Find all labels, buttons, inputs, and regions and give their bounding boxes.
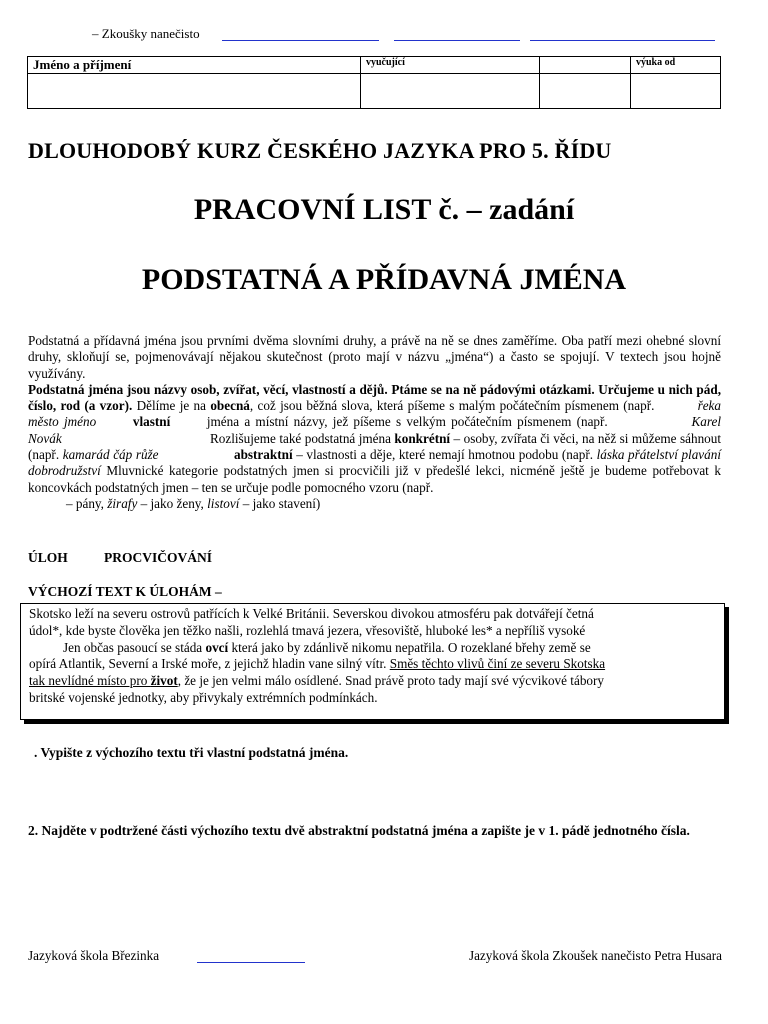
term-concrete: konkrétní [394, 430, 451, 446]
text-span: , že je jen velmi málo osídlené. Snad právě proto tady mají své výcvikové tábory [177, 673, 604, 689]
worksheet-title: PRACOVNÍ LIST č. – zadání [193, 193, 575, 226]
source-text-box [20, 603, 725, 720]
text-span: , což jsou běžná slova, která píšeme s malým počátečním písmenem (např. [249, 398, 655, 414]
example-common: řeka město jméno [28, 398, 721, 430]
source-line [29, 673, 716, 690]
blank-label-cell [540, 57, 631, 74]
text-span: jména a místní názvy, jež píšeme s velkým počátečním písmenem (např. [206, 414, 608, 430]
source-line: Skotsko leží na severu ostrovů patřících k Velké Británii. Severskou divokou atmosféru pak dotvářejí četná [29, 606, 594, 621]
example-abstract: láska přátelství plavání dobrodružství [28, 447, 721, 479]
source-line [29, 656, 716, 673]
example-concrete: kamarád čáp růže [62, 447, 159, 463]
blank-field[interactable] [540, 74, 631, 109]
term-proper: vlastní [132, 414, 171, 430]
text-span: opírá Atlantik, Severní a Irské moře, z jejichž hladin vane silný vítr. [29, 656, 390, 672]
header-link-line-2[interactable] [394, 40, 520, 41]
footer-link-line[interactable] [197, 962, 305, 963]
example-foliage: listoví [207, 495, 240, 511]
course-title: DLOUHODOBÝ KURZ ČESKÉHO JAZYKA PRO 5. ŘÍDU [28, 138, 612, 163]
intro-text [28, 333, 721, 512]
name-field[interactable] [28, 74, 361, 109]
example-giraffes: žirafy [107, 495, 138, 511]
lesson-from-label: výuka od [631, 57, 721, 74]
name-label: Jméno a příjmení [28, 57, 361, 74]
source-line [29, 640, 716, 657]
text-span: – jako ženy, [140, 495, 204, 511]
text-span: Mluvnické kategorie podstatných jmen si procvičili jiz̆ v předešlé lekci, nicméně ještě je budeme potřebovat k koncovkách podstatných jmen – ten se určuje podle pomocného vzoru (např. [28, 463, 721, 495]
footer-right: Jazyková škola Zkoušek nanečisto Petra Husara [468, 948, 722, 963]
header-topline: – Zkoušky nanečisto [92, 26, 200, 41]
example-proper: Karel Novák [28, 414, 722, 446]
underlined-text: Směs těchto vlivů činí ze severu Skotska [389, 656, 606, 672]
text-span: Jen občas pasoucí se stáda [63, 639, 206, 655]
term-common: obecná [210, 398, 250, 414]
intro-paragraph-3 [28, 496, 721, 512]
nouns-definition: Podstatná jména jsou názvy osob, zvířat, věcí, vlastností a dějů. Ptáme se na ně pádovými otázkami. Určujeme u nich pád, číslo, rod (a vzor). [28, 381, 721, 414]
term-abstract: abstraktní [233, 447, 293, 463]
question-1: . Vypište z výchozího textu tři vlastní podstatná jména. [34, 745, 349, 760]
intro-paragraph-1: Podstatná a přídavná jména jsou prvními dvěma slovními druhy, a právě na ně se dnes zaměříme. Oba patří mezi ohebné slovní druhy, skloňují se, pojmenovávají nějakou skutečnost (proto mají v názvu „jména“) a často se spojují. V textech jsou hojně využívány. [28, 333, 721, 381]
source-text-heading: VÝCHOZÍ TEXT K ÚLOHÁM – [28, 584, 222, 599]
question-2: 2. Najděte v podtržené části výchozího textu dvě abstraktní podstatná jména a zapište je v 1. pádě jednotného čísla. [28, 823, 690, 838]
teacher-field[interactable] [361, 74, 540, 109]
intro-paragraph-2 [28, 382, 721, 496]
student-info-labels-row [28, 57, 721, 74]
practice-heading: PROCVIČOVÁNÍ [104, 550, 212, 565]
source-line: údol*, kde byste člověka jen těžko našli, rozlehlá tmavá jezera, vřesoviště, hluboké les* a nepříliš vysoké [29, 622, 586, 638]
bold-word-sheep: ovcí [205, 639, 229, 655]
text-span: – vlastnosti a děje, které nemají hmotnou podobu (např. [292, 447, 594, 463]
source-line: britské vojenské jednotky, aby přivykaly extrémních podmínkách. [29, 689, 378, 705]
text-span: – jako stavení) [242, 495, 321, 511]
underlined-text: tak nevlídné místo pro [29, 673, 151, 689]
tasks-heading: ÚLOH [28, 550, 68, 565]
text-span: Rozlišujeme také podstatná jména [209, 430, 391, 446]
text-span: – osoby, zvířata či věci, na něž si můžeme sáhnout (např. [28, 430, 722, 463]
lesson-from-field[interactable] [631, 74, 721, 109]
footer-left: Jazyková škola Březinka [28, 948, 160, 963]
student-info-fields-row [28, 74, 721, 109]
text-span: Dělíme je na [132, 398, 211, 414]
text-span: která jako by zdánlivě nikomu nepatřila. O rozeklané břehy země se [228, 639, 591, 655]
text-span: – pány, [66, 495, 104, 511]
header-link-line-1[interactable] [222, 40, 379, 41]
topic-title: PODSTATNÁ A PŘÍDAVNÁ JMÉNA [141, 263, 627, 296]
header-link-line-3[interactable] [530, 40, 715, 41]
teacher-label: vyučující [361, 57, 540, 74]
underlined-bold-life: život [150, 673, 178, 689]
student-info-table [27, 56, 721, 109]
